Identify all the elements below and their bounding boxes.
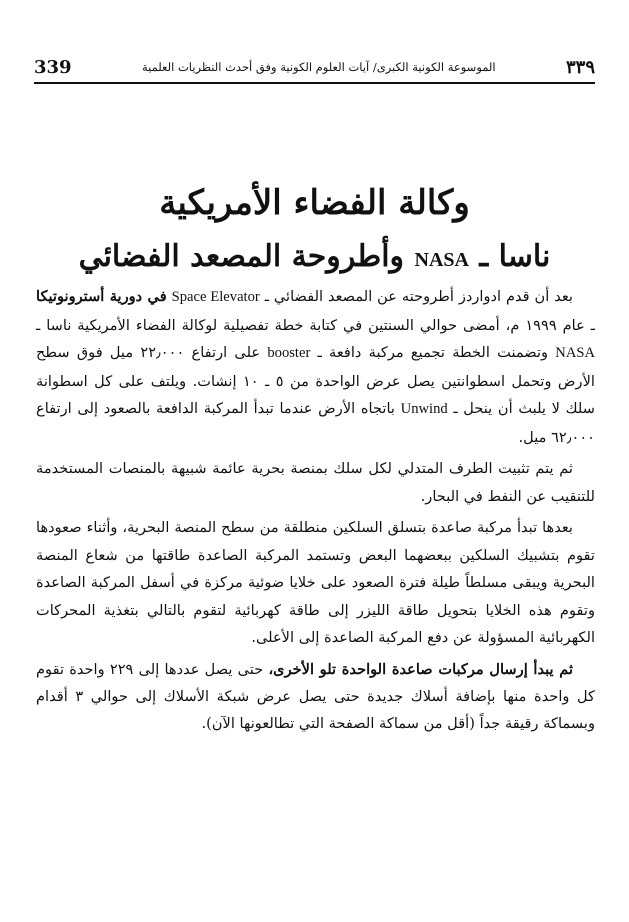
article-body: [36, 283, 595, 741]
p1-latin-space-elevator: Space Elevator: [171, 289, 260, 305]
page-number-latin: 339: [34, 56, 72, 78]
page-number-arabic: ٣٣٩: [565, 56, 595, 78]
chapter-title: [30, 176, 599, 287]
paragraph-4: [36, 656, 595, 737]
p4-bold-lead: ثم يبدأ إرسال مركبات صاعدة الواحدة تلو الأخرى،: [268, 660, 574, 678]
p1-text-1: بعد أن قدم ادواردز أطروحته عن المصعد الفضائي ـ: [264, 288, 573, 305]
title-nasa-arabic: ناسا ـ: [479, 239, 551, 274]
paragraph-2: ثم يتم تثبيت الطرف المتدلي لكل سلك بمنصة بحرية عائمة شبيهة بالمنصات المستخدمة للتنقيب عن النفط في البحار.: [36, 460, 595, 505]
paragraph-1: [36, 283, 595, 451]
title-space-elevator: وأطروحة المصعد الفضائي: [78, 239, 405, 274]
p1-text-2: ـ عام ١٩٩٩ م، أمضى حوالي السنتين في كتابة خطة تفصيلية لوكالة الفضاء الأمريكية ناسا ـ: [36, 316, 595, 334]
page-header: [34, 52, 595, 82]
header-rule: [34, 82, 595, 84]
p4-text: حتى يصل عددها إلى ٢٢٩ واحدة تقوم كل واحدة منها بإضافة أسلاك جديدة حتى يصل عرض شبكة الأسلاك إلى حوالي ٣ أقدام وبسماكة رقيقة جداً (أقل من سماكة الصفحة التي تطالعونها الآن).: [36, 660, 595, 732]
p1-text-3: وتضمنت الخطة تجميع مركبة دافعة ـ: [317, 344, 549, 361]
p1-text-5: باتجاه الأرض عندما تبدأ المركبة الدافعة بالصعود إلى ارتفاع ٦٢٫٠٠٠ ميل.: [36, 400, 595, 446]
p1-latin-unwind: Unwind: [400, 401, 448, 417]
chapter-title-line-1: وكالة الفضاء الأمريكية: [159, 183, 470, 223]
title-nasa-latin: NASA: [414, 249, 469, 271]
p1-bold-astronautica: في دورية أسترونوتيكا: [36, 288, 167, 305]
paragraph-3: بعدها تبدأ مركبة صاعدة بتسلق السلكين منطلقة من سطح المنصة البحرية، وأثناء صعودها تقوم بتشبيك السلكين ببعضهما البعض وتستمد المركبة الصاعدة طاقتها من شعاع المنصة البحرية ويبقى مسلطاً طيلة فترة الصعود على خلايا ضوئية مركزة في أسفل المركبة الصاعدة وتقوم هذه الخلايا بتحويل طاقة الليزر إلى طاقة كهربائية لتقوم بالتالي بتغذية المحركات الكهربائية المسؤولة عن دفع المركبة الصاعدة إلى الأعلى.: [36, 519, 595, 646]
p1-latin-nasa: NASA: [555, 345, 596, 361]
running-title: الموسوعة الكونية الكبرى/ آيات العلوم الكونية وفق أحدث النظريات العلمية: [141, 60, 496, 74]
p1-text-4: على ارتفاع ٢٢٫٠٠٠ ميل فوق سطح الأرض وتحمل اسطوانتين يصل عرض الواحدة من ٥ ـ ١٠ إنشات. ويلتف على كل اسطوانة سلك لا يلبث أن ينحل ـ: [36, 344, 595, 417]
p1-latin-booster: booster: [267, 345, 311, 361]
chapter-title-line-2: [30, 230, 599, 287]
